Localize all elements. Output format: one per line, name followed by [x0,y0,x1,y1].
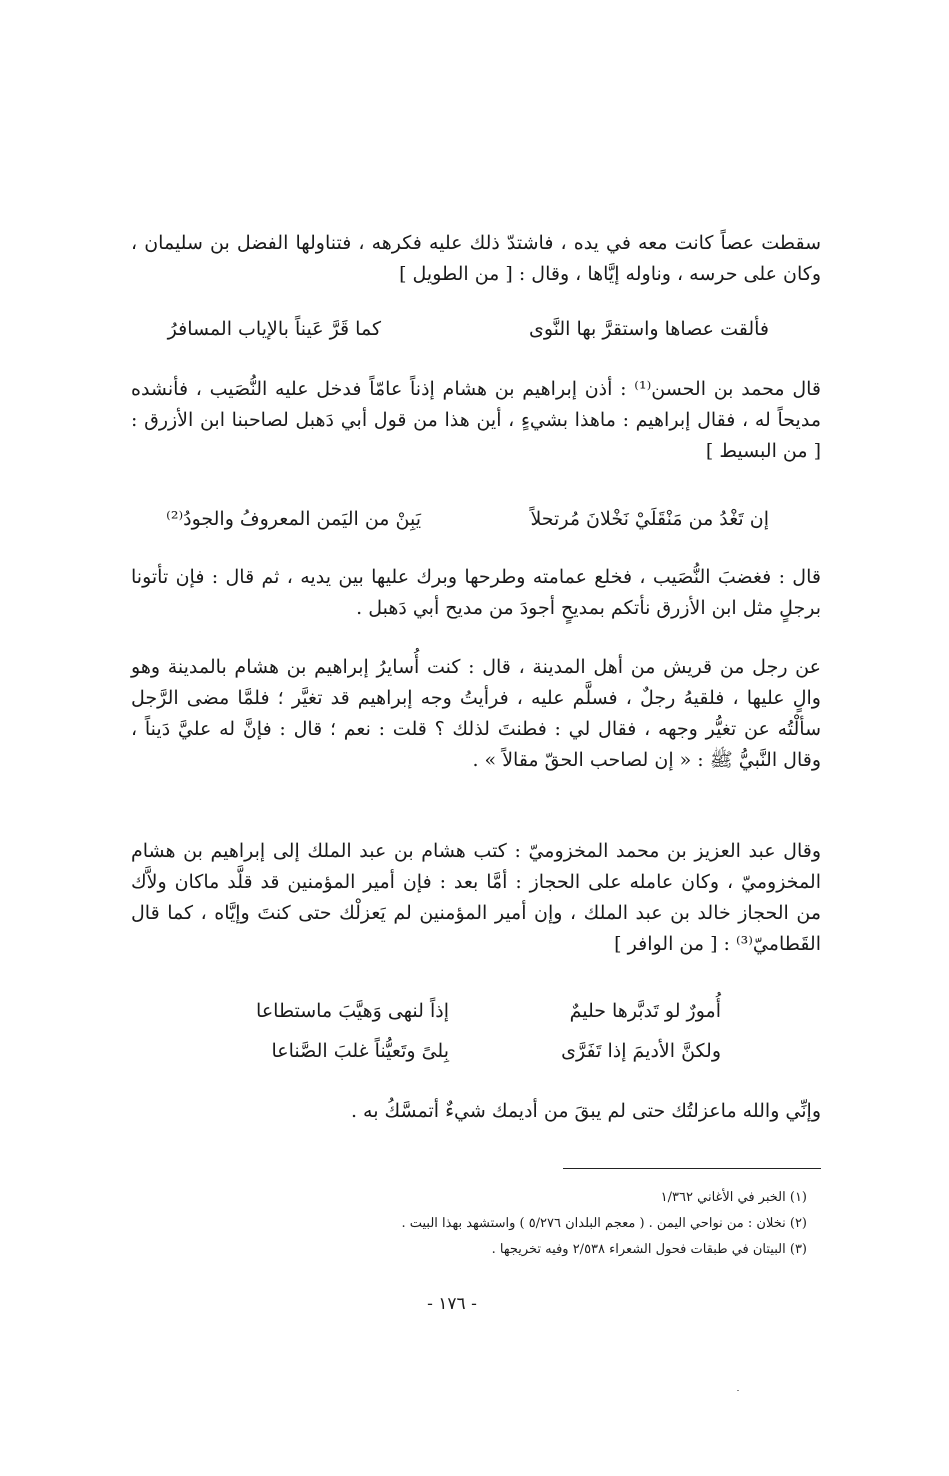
paragraph-6 [131,1096,821,1127]
footnote-3: (٣) البيتان في طبقات فحول الشعراء ٢/٥٣٨ وفيه تخريجها . [491,1242,807,1257]
paragraph-2-text: قال محمد بن الحسن⁽¹⁾ : أذن إبراهيم بن هشام إذناً عامّاً فدخل عليه النُّصَيب ، فأنشده مديحاً له ، فقال إبراهيم : ماهذا بشيءٍ ، أين هذا من قول أبي دَهبل لصاحبنا ابن الأزرق : [ من البسيط ] [131,378,821,462]
footnotes [207,1185,807,1263]
page-number: - ١٧٦ - [427,1294,477,1314]
footnote-1: (١) الخبر في الأغاني ١/٣٦٢ [660,1190,807,1205]
verse-3-first-hemistich: أُمورٌ لو تَدبَّرها حليمٌ [569,1000,721,1022]
paragraph-5-text: وقال عبد العزيز بن محمد المخزوميّ : كتب هشام بن عبد الملك إلى إبراهيم بن هشام المخزوميّ ، وكان عامله على الحجاز : أمَّا بعد : فإن أمير المؤمنين قد قلَّد ماكان ولاَّك من الحجاز خالد بن عبد الملك ، وإن أمير المؤمنين لم يَعزلْك حتى كنتَ وإيَّاه ، كما قال القَطاميّ⁽³⁾ : [ من الوافر ] [131,840,821,955]
verse-1-first-hemistich: فألقت عصاها واستقرَّ بها النَّوى [528,318,769,340]
paragraph-3 [131,562,821,624]
verse-2 [0,508,949,542]
paragraph-1-text: سقطت عصاً كانت معه في يده ، فاشتدّ ذلك عليه فكرهه ، فتناولها الفضل بن سليمان ، وكان على حرسه ، وناوله إيَّاها ، وقال : [ من الطويل ] [131,232,821,285]
paragraph-4-text: عن رجل من قريش من أهل المدينة ، قال : كنت أُسايرُ إبراهيم بن هشام بالمدينة وهو والٍ عليها ، فلقيهُ رجلٌ ، فسلَّم عليه ، فرأيتُ وجه إبراهيم قد تغيَّر ؛ فلمَّا مضى الرَّجل سألْتُه عن تغيُّر وجهه ، فقال لي : فطنتَ لذلك ؟ قلت : نعم ؛ قال : فإنَّ له عليَّ دَيناً ، وقال النَّبيُّ ﷺ : « إن لصاحب الحقّ مقالاً » . [131,656,821,771]
paragraph-3-text: قال : فغضبَ النُّصَيب ، فخلع عمامته وطرحها وبرك عليها بين يديه ، ثم قال : فإن تأتونا برجلٍ مثل ابن الأزرق نأتكم بمديحٍ أجودَ من مديح أبي دَهبل . [131,566,821,619]
verse-2-second-hemistich: يَبِنْ من اليَمن المعروفُ والجودُ⁽²⁾ [166,508,421,530]
paragraph-6-text: وإنِّي والله ماعزلتُك حتى لم يبقَ من أديمك شيءٌ أتمسَّكُ به . [350,1100,821,1122]
verse-4 [0,1040,949,1074]
verse-4-second-hemistich: بِلىً وتَعيُّناً غلبَ الصَّناعا [271,1040,449,1062]
verse-3 [0,1000,949,1034]
verse-2-first-hemistich: إن تَغْدُ من مَنْقَلَيْ نَخْلانَ مُرتحلاً [530,508,769,530]
paragraph-5 [131,836,821,960]
paragraph-4 [131,652,821,776]
paragraph-1 [131,228,821,290]
verse-1 [0,318,949,352]
verse-1-second-hemistich: كما قَرَّ عَيناً بالإياب المسافرُ [167,318,381,340]
verse-4-first-hemistich: ولكنَّ الأديمَ إذا تَفَرَّى [561,1040,721,1062]
paragraph-2 [131,374,821,467]
footnote-2: (٢) نخلان : من نواحي اليمن . ( معجم البلدان ٥/٢٧٦ ) واستشهد بهذا البيت . [401,1216,807,1231]
footnote-separator [563,1168,821,1169]
verse-3-second-hemistich: إذاً لنهى وَهيَّبَ ماستطاعا [256,1000,449,1022]
scan-speck [737,1390,739,1391]
